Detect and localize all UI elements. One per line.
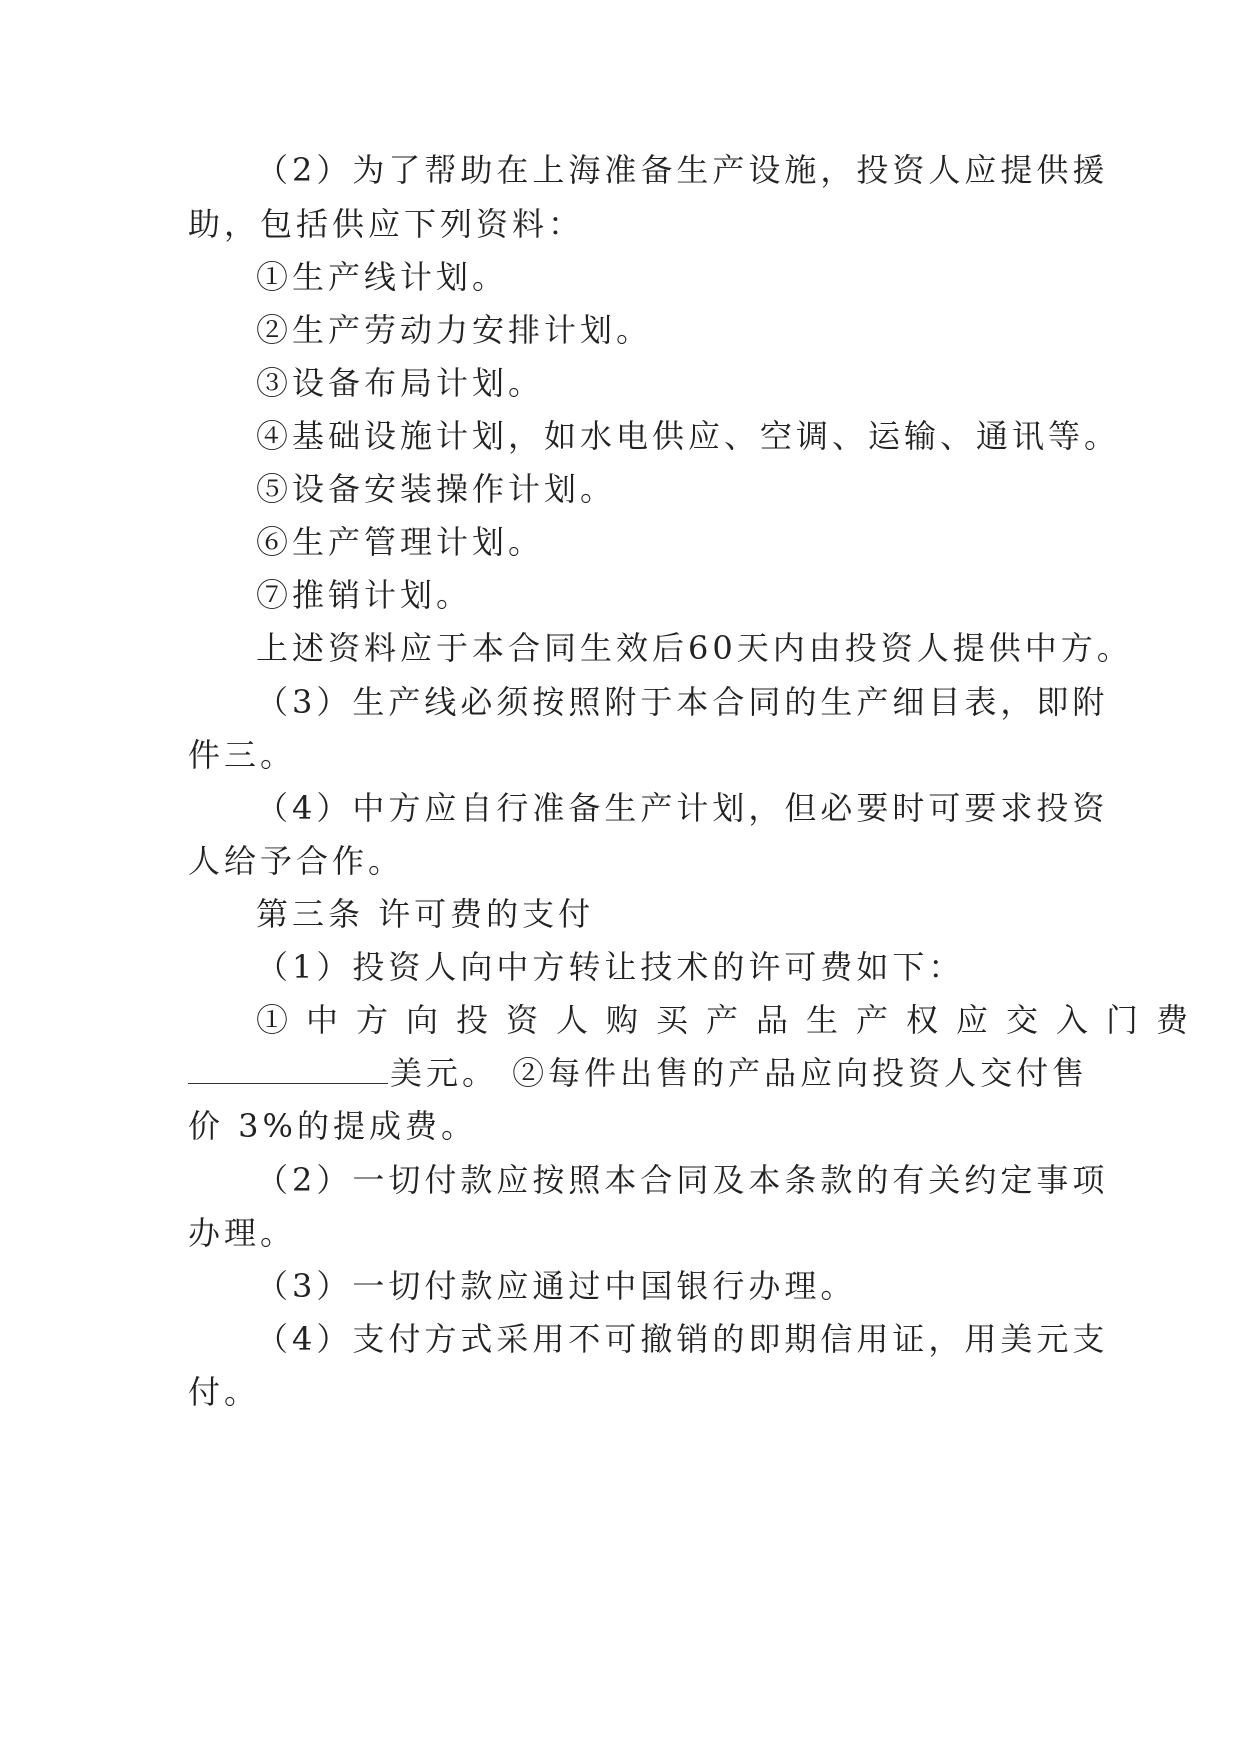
paragraph-line: 人给予合作。 <box>188 842 405 880</box>
list-item: ⑦推销计划。 <box>256 576 473 614</box>
list-item: ③设备布局计划。 <box>256 364 545 402</box>
list-item: ①生产线计划。 <box>256 258 509 296</box>
fill-in-line <box>188 1053 1088 1093</box>
list-item: ②生产劳动力安排计划。 <box>256 311 653 349</box>
paragraph-line: 办理。 <box>188 1214 297 1252</box>
paragraph-line: （3）生产线必须按照附于本合同的生产细目表，即附 <box>256 683 1109 721</box>
paragraph-line: 助，包括供应下列资料： <box>188 205 585 243</box>
fill-in-line-text: 美元。 ②每件出售的产品应向投资人交付售 <box>390 1054 1089 1092</box>
paragraph-line: （3）一切付款应通过中国银行办理。 <box>256 1267 857 1305</box>
paragraph-line: 上述资料应于本合同生效后60天内由投资人提供中方。 <box>256 629 1133 667</box>
section-heading: 第三条 许可费的支付 <box>256 895 595 933</box>
paragraph-line: 价 3%的提成费。 <box>188 1107 477 1145</box>
list-item: ⑤设备安装操作计划。 <box>256 470 617 508</box>
paragraph-line: 件三。 <box>188 736 297 774</box>
paragraph-line: （1）投资人向中方转让技术的许可费如下： <box>256 948 965 986</box>
paragraph-line: （4）支付方式采用不可撤销的即期信用证，用美元支 <box>256 1320 1109 1358</box>
list-item: ④基础设施计划，如水电供应、空调、运输、通讯等。 <box>256 417 1121 455</box>
paragraph-line: （4）中方应自行准备生产计划，但必要时可要求投资 <box>256 789 1109 827</box>
paragraph-line: ①中方向投资人购买产品生产权应交入门费 <box>256 1001 1207 1039</box>
fill-in-blank <box>188 1053 388 1084</box>
paragraph-line: （2）一切付款应按照本合同及本条款的有关约定事项 <box>256 1161 1109 1199</box>
paragraph-line: （2）为了帮助在上海准备生产设施，投资人应提供援 <box>256 151 1109 189</box>
paragraph-line: 付。 <box>188 1373 261 1411</box>
list-item: ⑥生产管理计划。 <box>256 523 545 561</box>
